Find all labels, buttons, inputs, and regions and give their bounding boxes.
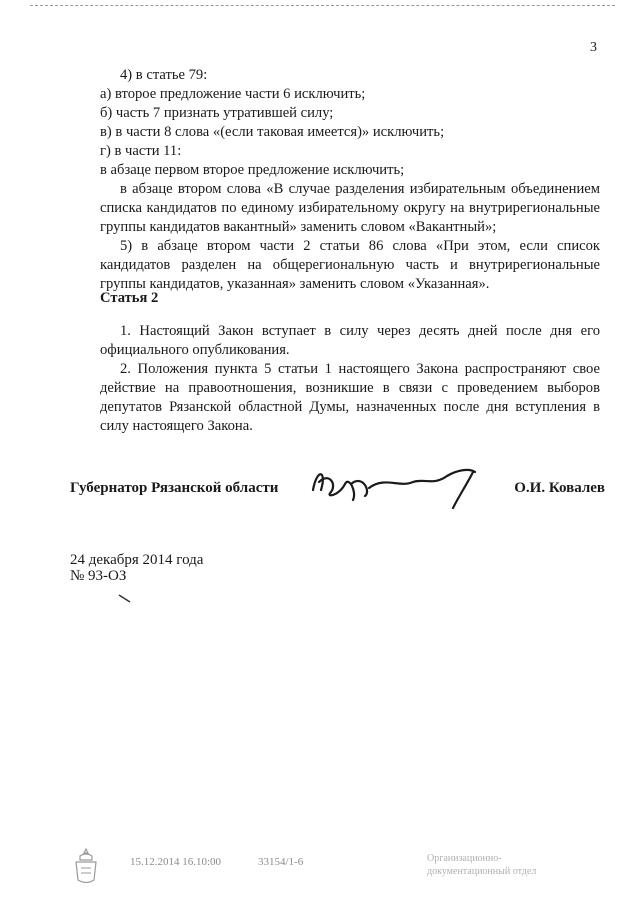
article-2-paragraph: 2. Положения пункта 5 статьи 1 настоящего Закона распространяют свое действие на правоотношения, возникшие в связи с проведением выборов депутатов Рязанской областной Думы, назначенных после дня вступления в силу настоящего Закона. — [100, 361, 600, 434]
article-2-body — [100, 322, 600, 436]
department-stamp — [427, 852, 536, 878]
amendment-paragraph: 5) в абзаце втором части 2 статьи 86 слова «При этом, если список кандидатов разделен на общерегиональную часть и внутрирегиональные группы кандидатов, указанная» заменить словом «Указанная». — [100, 238, 600, 292]
page-number: 3 — [590, 40, 597, 55]
amendment-line: в абзаце первом второе предложение исключить; — [100, 162, 405, 178]
amendment-line: г) в части 11: — [100, 143, 182, 159]
article-2-paragraph: 1. Настоящий Закон вступает в силу через десять дней после дня его официального опубликования. — [100, 323, 600, 358]
amendment-line: а) второе предложение части 6 исключить; — [100, 86, 366, 102]
governor-title: Губернатор Рязанской области — [70, 480, 279, 496]
footer-code: 33154/1-6 — [258, 856, 304, 868]
amendments-block — [100, 66, 600, 294]
article-2-heading: Статья 2 — [100, 290, 159, 306]
footer-timestamp: 15.12.2014 16.10:00 — [130, 856, 222, 868]
amendment-line: б) часть 7 признать утратившей силу; — [100, 105, 334, 121]
handwritten-signature — [307, 462, 482, 510]
amendment-line: в) в части 8 слова «(если таковая имеется)» исключить; — [100, 124, 445, 140]
stamp-line: документационный отдел — [427, 866, 537, 877]
date-block — [70, 552, 203, 584]
governor-name: О.И. Ковалев — [514, 480, 605, 496]
stamp-line: Организационно- — [427, 853, 502, 864]
amendment-paragraph: в абзаце втором слова «В случае разделения избирательным объединением списка кандидатов по единому избирательному округу на внутрирегиональные группы кандидатов вакантный» заменить словом «Вакантный»; — [100, 181, 600, 235]
scan-top-edge — [30, 5, 615, 6]
law-number: № 93-ОЗ — [70, 568, 127, 584]
pen-mark — [118, 594, 132, 604]
coat-of-arms-icon — [70, 846, 102, 886]
signing-date: 24 декабря 2014 года — [70, 552, 204, 568]
scan-footer — [0, 854, 640, 894]
amendment-line: 4) в статье 79: — [120, 67, 208, 83]
